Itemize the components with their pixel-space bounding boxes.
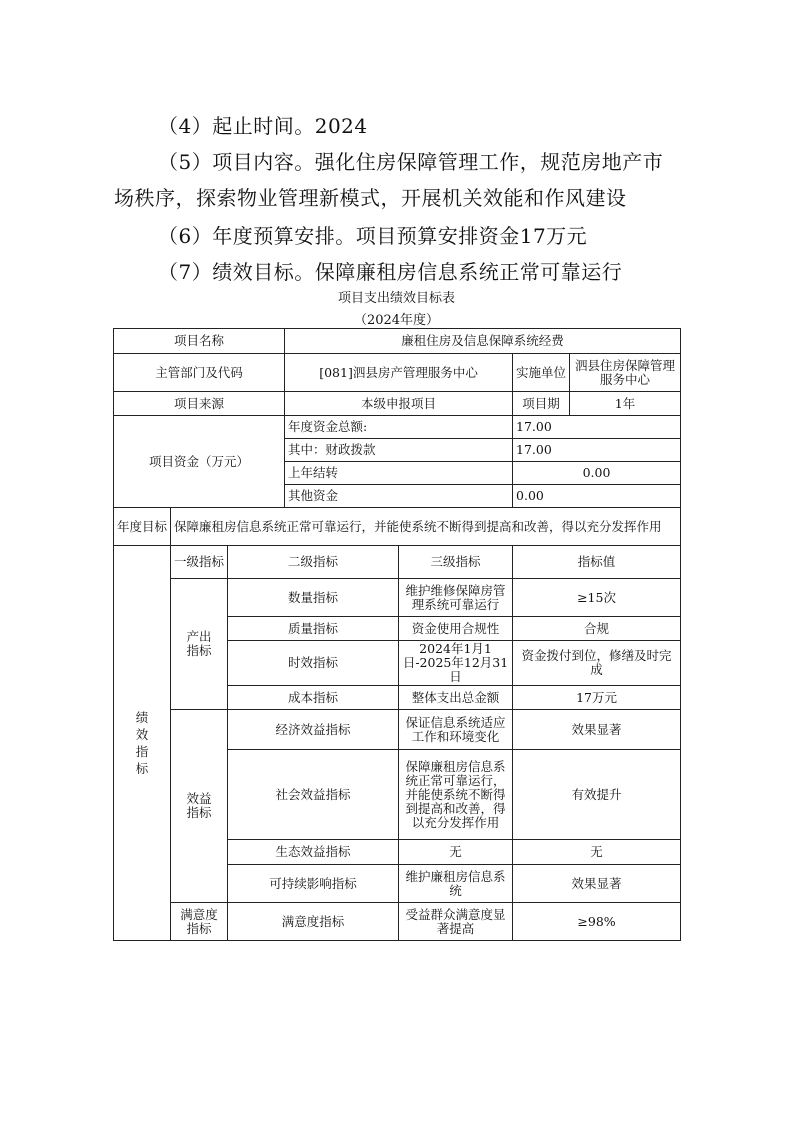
- benefit-value: 效果显著: [513, 710, 681, 750]
- table-row: [114, 546, 681, 579]
- benefit-label: 效益指标: [171, 710, 228, 903]
- benefit-l2: 生态效益指标: [228, 840, 399, 865]
- funds-fiscal-value: 17.00: [513, 439, 681, 462]
- paragraph-5: （7）绩效目标。保障廉租房信息系统正常可靠运行: [158, 260, 623, 284]
- paragraph-4: （6）年度预算安排。项目预算安排资金17万元: [158, 224, 588, 248]
- dept-label: 主管部门及代码: [114, 354, 285, 392]
- benefit-value: 无: [513, 840, 681, 865]
- table-row: [114, 416, 681, 439]
- annual-goal-label: 年度目标: [114, 508, 171, 546]
- dept-value: [081]泗县房产管理服务中心: [285, 354, 513, 392]
- benefit-l2: 社会效益指标: [228, 750, 399, 840]
- table-row: [114, 354, 681, 392]
- output-l2: 成本指标: [228, 686, 399, 710]
- table-year: （2024年度）: [353, 313, 440, 328]
- benefit-l3: 保障廉租房信息系统正常可靠运行，并能使系统不断得到提高和改善，得以充分发挥作用: [399, 750, 513, 840]
- output-label: 产出指标: [171, 579, 228, 710]
- benefit-value: 有效提升: [513, 750, 681, 840]
- benefit-l3: 维护廉租房信息系统: [399, 865, 513, 903]
- performance-table: [113, 328, 681, 941]
- output-value: 17万元: [513, 686, 681, 710]
- output-value: 合规: [513, 617, 681, 641]
- annual-goal-text: 保障廉租房信息系统正常可靠运行，并能使系统不断得到提高和改善，得以充分发挥作用: [171, 508, 681, 546]
- period-value: 1年: [570, 392, 681, 416]
- table-row: [114, 903, 681, 941]
- output-l2: 时效指标: [228, 641, 399, 686]
- source-value: 本级申报项目: [285, 392, 513, 416]
- indicators-section-label: 绩效指标: [114, 546, 171, 941]
- output-l2: 数量指标: [228, 579, 399, 617]
- table-row: [114, 508, 681, 546]
- output-l3: 维护维修保障房管理系统可靠运行: [399, 579, 513, 617]
- funds-fiscal-label: 其中：财政拨款: [285, 439, 513, 462]
- impl-label: 实施单位: [513, 354, 570, 392]
- satisfaction-value: ≥98%: [513, 903, 681, 941]
- benefit-value: 效果显著: [513, 865, 681, 903]
- paragraph-3: 场秩序，探索物业管理新模式，开展机关效能和作风建设: [114, 186, 627, 210]
- header-level1: 一级指标: [171, 546, 228, 579]
- funds-label: 项目资金（万元）: [114, 416, 285, 508]
- output-value: 资金拨付到位，修缮及时完成: [513, 641, 681, 686]
- table-row: [114, 710, 681, 750]
- funds-other-label: 其他资金: [285, 485, 513, 508]
- table-row: [114, 392, 681, 416]
- output-l3: 2024年1月1日-2025年12月31日: [399, 641, 513, 686]
- impl-value: 泗县住房保障管理服务中心: [570, 354, 681, 392]
- funds-carry-value: 0.00: [513, 462, 681, 485]
- funds-other-value: 0.00: [513, 485, 681, 508]
- output-value: ≥15次: [513, 579, 681, 617]
- header-value: 指标值: [513, 546, 681, 579]
- output-l2: 质量指标: [228, 617, 399, 641]
- benefit-l3: 无: [399, 840, 513, 865]
- funds-carry-label: 上年结转: [285, 462, 513, 485]
- funds-total-value: 17.00: [513, 416, 681, 439]
- benefit-l3: 保证信息系统适应工作和环境变化: [399, 710, 513, 750]
- table-row: [114, 579, 681, 617]
- satisfaction-l3: 受益群众满意度显著提高: [399, 903, 513, 941]
- paragraph-1: （4）起止时间。2024: [158, 114, 368, 138]
- period-label: 项目期: [513, 392, 570, 416]
- table-title: 项目支出绩效目标表: [337, 291, 455, 306]
- benefit-l2: 经济效益指标: [228, 710, 399, 750]
- satisfaction-label: 满意度指标: [171, 903, 228, 941]
- project-name-label: 项目名称: [114, 329, 285, 354]
- satisfaction-l2: 满意度指标: [228, 903, 399, 941]
- output-l3: 资金使用合规性: [399, 617, 513, 641]
- source-label: 项目来源: [114, 392, 285, 416]
- table-row: [114, 329, 681, 354]
- paragraph-2: （5）项目内容。强化住房保障管理工作，规范房地产市: [158, 150, 664, 174]
- output-l3: 整体支出总金额: [399, 686, 513, 710]
- benefit-l2: 可持续影响指标: [228, 865, 399, 903]
- header-level3: 三级指标: [399, 546, 513, 579]
- funds-total-label: 年度资金总额:: [285, 416, 513, 439]
- header-level2: 二级指标: [228, 546, 399, 579]
- project-name-value: 廉租住房及信息保障系统经费: [285, 329, 681, 354]
